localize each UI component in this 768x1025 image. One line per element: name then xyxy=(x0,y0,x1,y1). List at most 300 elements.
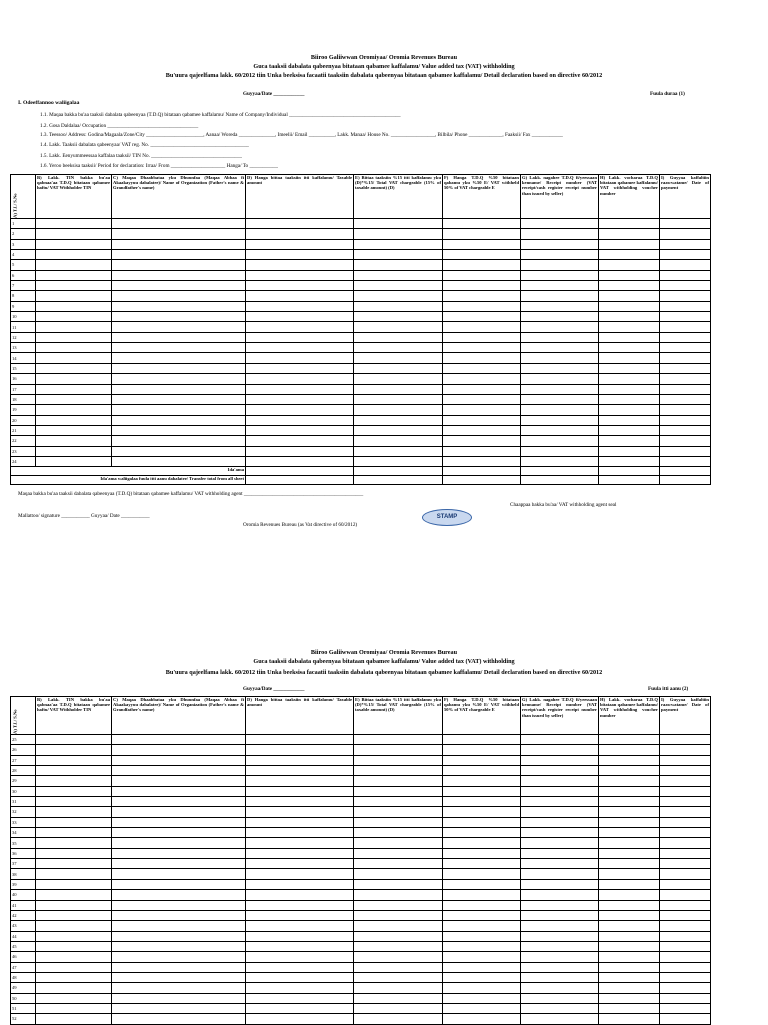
info-company-name[interactable]: 1.1. Maqaa bakka bu'aa taaksii dabalata qabeenyaa (T.D.Q) bitataan qabamee kaffalamu/ Name of Company/Individual ___________________________________________ xyxy=(40,112,401,118)
entry-cell[interactable] xyxy=(354,291,443,301)
entry-cell[interactable] xyxy=(246,415,354,425)
entry-cell[interactable] xyxy=(521,270,599,280)
entry-cell[interactable] xyxy=(660,1003,711,1013)
entry-cell[interactable] xyxy=(112,890,246,900)
entry-cell[interactable] xyxy=(599,952,660,962)
entry-cell[interactable] xyxy=(36,879,112,889)
entry-cell[interactable] xyxy=(36,869,112,879)
info-occupation[interactable]: 1.2. Gosa Daldalaa/ Occupation ___________________________________ xyxy=(40,123,199,129)
entry-cell[interactable] xyxy=(599,828,660,838)
entry-cell[interactable] xyxy=(354,983,443,993)
entry-cell[interactable] xyxy=(354,786,443,796)
entry-cell[interactable] xyxy=(36,219,112,229)
entry-cell[interactable] xyxy=(246,838,354,848)
entry-cell[interactable] xyxy=(660,900,711,910)
entry-cell[interactable] xyxy=(521,415,599,425)
entry-cell[interactable] xyxy=(443,869,521,879)
agent-name-line[interactable]: Maqaa bakka bu'aa taaksii dabalata qabeenyaa (T.D.Q) bitataan qabamee kaffalamu/ VAT withholding agent ______________________________________________ xyxy=(18,491,364,497)
entry-cell[interactable] xyxy=(660,962,711,972)
entry-cell[interactable] xyxy=(246,322,354,332)
entry-cell[interactable] xyxy=(354,755,443,765)
info-tin[interactable]: 1.5. Lakk. Eenyummeessaa kaffalaa taaksii/ TIN No. ___________________________________ xyxy=(40,153,242,159)
entry-cell[interactable] xyxy=(521,219,599,229)
entry-cell[interactable] xyxy=(521,983,599,993)
entry-cell[interactable] xyxy=(112,363,246,373)
entry-cell[interactable] xyxy=(112,353,246,363)
entry-cell[interactable] xyxy=(660,446,711,456)
entry-cell[interactable] xyxy=(36,1014,112,1024)
entry-cell[interactable] xyxy=(112,921,246,931)
entry-cell[interactable] xyxy=(36,322,112,332)
entry-cell[interactable] xyxy=(521,343,599,353)
entry-cell[interactable] xyxy=(246,229,354,239)
entry-cell[interactable] xyxy=(521,869,599,879)
entry-cell[interactable] xyxy=(660,745,711,755)
entry-cell[interactable] xyxy=(599,425,660,435)
entry-cell[interactable] xyxy=(246,776,354,786)
entry-cell[interactable] xyxy=(36,394,112,404)
entry-cell[interactable] xyxy=(443,952,521,962)
entry-cell[interactable] xyxy=(660,260,711,270)
entry-cell[interactable] xyxy=(354,828,443,838)
entry-cell[interactable] xyxy=(246,363,354,373)
entry-cell[interactable] xyxy=(354,890,443,900)
entry-cell[interactable] xyxy=(112,972,246,982)
entry-cell[interactable] xyxy=(660,250,711,260)
entry-cell[interactable] xyxy=(36,766,112,776)
entry-cell[interactable] xyxy=(660,229,711,239)
entry-cell[interactable] xyxy=(599,343,660,353)
entry-cell[interactable] xyxy=(443,879,521,889)
entry-cell[interactable] xyxy=(521,229,599,239)
entry-cell[interactable] xyxy=(521,962,599,972)
entry-cell[interactable] xyxy=(112,735,246,745)
entry-cell[interactable] xyxy=(599,776,660,786)
entry-cell[interactable] xyxy=(521,921,599,931)
entry-cell[interactable] xyxy=(354,312,443,322)
entry-cell[interactable] xyxy=(521,353,599,363)
entry-cell[interactable] xyxy=(36,817,112,827)
entry-cell[interactable] xyxy=(599,869,660,879)
entry-cell[interactable] xyxy=(112,786,246,796)
entry-cell[interactable] xyxy=(599,446,660,456)
entry-cell[interactable] xyxy=(660,786,711,796)
entry-cell[interactable] xyxy=(246,1003,354,1013)
entry-cell[interactable] xyxy=(36,270,112,280)
entry-cell[interactable] xyxy=(112,301,246,311)
entry-cell[interactable] xyxy=(660,848,711,858)
entry-cell[interactable] xyxy=(112,776,246,786)
entry-cell[interactable] xyxy=(354,962,443,972)
entry-cell[interactable] xyxy=(246,735,354,745)
entry-cell[interactable] xyxy=(443,962,521,972)
entry-cell[interactable] xyxy=(443,807,521,817)
entry-cell[interactable] xyxy=(443,281,521,291)
entry-cell[interactable] xyxy=(36,260,112,270)
entry-cell[interactable] xyxy=(443,353,521,363)
entry-cell[interactable] xyxy=(443,229,521,239)
total-cell[interactable] xyxy=(354,476,443,485)
entry-cell[interactable] xyxy=(599,900,660,910)
entry-cell[interactable] xyxy=(521,859,599,869)
entry-cell[interactable] xyxy=(112,374,246,384)
total-cell[interactable] xyxy=(660,476,711,485)
entry-cell[interactable] xyxy=(599,910,660,920)
entry-cell[interactable] xyxy=(354,952,443,962)
entry-cell[interactable] xyxy=(246,879,354,889)
entry-cell[interactable] xyxy=(660,828,711,838)
entry-cell[interactable] xyxy=(246,910,354,920)
entry-cell[interactable] xyxy=(112,291,246,301)
entry-cell[interactable] xyxy=(354,456,443,466)
entry-cell[interactable] xyxy=(443,859,521,869)
entry-cell[interactable] xyxy=(660,425,711,435)
entry-cell[interactable] xyxy=(246,848,354,858)
entry-cell[interactable] xyxy=(112,322,246,332)
entry-cell[interactable] xyxy=(354,281,443,291)
entry-cell[interactable] xyxy=(246,931,354,941)
entry-cell[interactable] xyxy=(354,879,443,889)
total-cell[interactable] xyxy=(246,476,354,485)
info-period[interactable]: 1.6. Yeroo beeksisa taaksii/ Period for declaration: Irraa/ From _____________________ Hanga/ To ___________ xyxy=(40,163,278,169)
entry-cell[interactable] xyxy=(354,972,443,982)
entry-cell[interactable] xyxy=(599,786,660,796)
entry-cell[interactable] xyxy=(521,436,599,446)
entry-cell[interactable] xyxy=(36,962,112,972)
total-cell[interactable] xyxy=(599,476,660,485)
entry-cell[interactable] xyxy=(112,425,246,435)
entry-cell[interactable] xyxy=(354,900,443,910)
entry-cell[interactable] xyxy=(112,931,246,941)
entry-cell[interactable] xyxy=(660,456,711,466)
entry-cell[interactable] xyxy=(599,384,660,394)
entry-cell[interactable] xyxy=(660,363,711,373)
entry-cell[interactable] xyxy=(246,817,354,827)
entry-cell[interactable] xyxy=(246,270,354,280)
entry-cell[interactable] xyxy=(443,270,521,280)
entry-cell[interactable] xyxy=(521,405,599,415)
entry-cell[interactable] xyxy=(521,848,599,858)
entry-cell[interactable] xyxy=(443,838,521,848)
entry-cell[interactable] xyxy=(660,405,711,415)
entry-cell[interactable] xyxy=(36,900,112,910)
entry-cell[interactable] xyxy=(521,281,599,291)
entry-cell[interactable] xyxy=(354,405,443,415)
entry-cell[interactable] xyxy=(599,332,660,342)
entry-cell[interactable] xyxy=(246,755,354,765)
entry-cell[interactable] xyxy=(521,394,599,404)
entry-cell[interactable] xyxy=(443,745,521,755)
entry-cell[interactable] xyxy=(354,250,443,260)
entry-cell[interactable] xyxy=(36,941,112,951)
entry-cell[interactable] xyxy=(521,446,599,456)
entry-cell[interactable] xyxy=(112,941,246,951)
entry-cell[interactable] xyxy=(443,735,521,745)
entry-cell[interactable] xyxy=(246,962,354,972)
entry-cell[interactable] xyxy=(354,807,443,817)
entry-cell[interactable] xyxy=(521,250,599,260)
entry-cell[interactable] xyxy=(36,755,112,765)
entry-cell[interactable] xyxy=(599,260,660,270)
entry-cell[interactable] xyxy=(112,859,246,869)
entry-cell[interactable] xyxy=(112,848,246,858)
entry-cell[interactable] xyxy=(246,941,354,951)
entry-cell[interactable] xyxy=(660,322,711,332)
entry-cell[interactable] xyxy=(354,415,443,425)
entry-cell[interactable] xyxy=(354,260,443,270)
entry-cell[interactable] xyxy=(521,797,599,807)
entry-cell[interactable] xyxy=(443,941,521,951)
entry-cell[interactable] xyxy=(36,384,112,394)
entry-cell[interactable] xyxy=(112,343,246,353)
entry-cell[interactable] xyxy=(36,745,112,755)
entry-cell[interactable] xyxy=(599,797,660,807)
entry-cell[interactable] xyxy=(660,766,711,776)
entry-cell[interactable] xyxy=(112,260,246,270)
entry-cell[interactable] xyxy=(660,755,711,765)
entry-cell[interactable] xyxy=(112,436,246,446)
entry-cell[interactable] xyxy=(521,239,599,249)
total-cell[interactable] xyxy=(660,467,711,476)
entry-cell[interactable] xyxy=(521,931,599,941)
entry-cell[interactable] xyxy=(443,921,521,931)
entry-cell[interactable] xyxy=(112,838,246,848)
entry-cell[interactable] xyxy=(599,281,660,291)
entry-cell[interactable] xyxy=(599,838,660,848)
entry-cell[interactable] xyxy=(246,384,354,394)
entry-cell[interactable] xyxy=(246,952,354,962)
entry-cell[interactable] xyxy=(660,735,711,745)
entry-cell[interactable] xyxy=(112,384,246,394)
entry-cell[interactable] xyxy=(660,415,711,425)
entry-cell[interactable] xyxy=(599,322,660,332)
entry-cell[interactable] xyxy=(112,755,246,765)
entry-cell[interactable] xyxy=(443,343,521,353)
entry-cell[interactable] xyxy=(112,766,246,776)
entry-cell[interactable] xyxy=(36,776,112,786)
entry-cell[interactable] xyxy=(660,384,711,394)
entry-cell[interactable] xyxy=(246,921,354,931)
entry-cell[interactable] xyxy=(246,983,354,993)
total-cell[interactable] xyxy=(246,467,354,476)
entry-cell[interactable] xyxy=(36,797,112,807)
entry-cell[interactable] xyxy=(660,436,711,446)
entry-cell[interactable] xyxy=(112,1014,246,1024)
entry-cell[interactable] xyxy=(521,374,599,384)
entry-cell[interactable] xyxy=(660,910,711,920)
entry-cell[interactable] xyxy=(246,745,354,755)
entry-cell[interactable] xyxy=(599,931,660,941)
entry-cell[interactable] xyxy=(660,869,711,879)
entry-cell[interactable] xyxy=(599,766,660,776)
entry-cell[interactable] xyxy=(354,239,443,249)
entry-cell[interactable] xyxy=(246,993,354,1003)
entry-cell[interactable] xyxy=(354,343,443,353)
entry-cell[interactable] xyxy=(36,1003,112,1013)
entry-cell[interactable] xyxy=(660,239,711,249)
entry-cell[interactable] xyxy=(521,890,599,900)
entry-cell[interactable] xyxy=(246,786,354,796)
entry-cell[interactable] xyxy=(246,394,354,404)
entry-cell[interactable] xyxy=(246,425,354,435)
entry-cell[interactable] xyxy=(354,869,443,879)
entry-cell[interactable] xyxy=(36,828,112,838)
entry-cell[interactable] xyxy=(599,962,660,972)
entry-cell[interactable] xyxy=(660,983,711,993)
entry-cell[interactable] xyxy=(660,291,711,301)
entry-cell[interactable] xyxy=(660,797,711,807)
entry-cell[interactable] xyxy=(660,972,711,982)
info-vat-reg[interactable]: 1.4. Lakk. Taaksii dabalata qabeenyaa/ VAT reg. No. ______________________________________ xyxy=(40,142,249,148)
entry-cell[interactable] xyxy=(354,394,443,404)
entry-cell[interactable] xyxy=(521,363,599,373)
entry-cell[interactable] xyxy=(521,301,599,311)
entry-cell[interactable] xyxy=(443,291,521,301)
entry-cell[interactable] xyxy=(443,239,521,249)
entry-cell[interactable] xyxy=(246,797,354,807)
entry-cell[interactable] xyxy=(112,239,246,249)
entry-cell[interactable] xyxy=(660,219,711,229)
entry-cell[interactable] xyxy=(443,250,521,260)
entry-cell[interactable] xyxy=(112,962,246,972)
entry-cell[interactable] xyxy=(660,879,711,889)
entry-cell[interactable] xyxy=(599,353,660,363)
entry-cell[interactable] xyxy=(246,890,354,900)
entry-cell[interactable] xyxy=(521,745,599,755)
entry-cell[interactable] xyxy=(521,456,599,466)
entry-cell[interactable] xyxy=(521,941,599,951)
entry-cell[interactable] xyxy=(36,786,112,796)
total-cell[interactable] xyxy=(443,467,521,476)
entry-cell[interactable] xyxy=(599,972,660,982)
entry-cell[interactable] xyxy=(521,322,599,332)
entry-cell[interactable] xyxy=(112,983,246,993)
entry-cell[interactable] xyxy=(599,859,660,869)
entry-cell[interactable] xyxy=(660,394,711,404)
entry-cell[interactable] xyxy=(354,735,443,745)
entry-cell[interactable] xyxy=(521,952,599,962)
entry-cell[interactable] xyxy=(599,879,660,889)
entry-cell[interactable] xyxy=(36,807,112,817)
entry-cell[interactable] xyxy=(36,972,112,982)
entry-cell[interactable] xyxy=(36,446,112,456)
entry-cell[interactable] xyxy=(521,828,599,838)
entry-cell[interactable] xyxy=(443,890,521,900)
entry-cell[interactable] xyxy=(112,229,246,239)
entry-cell[interactable] xyxy=(521,260,599,270)
entry-cell[interactable] xyxy=(112,281,246,291)
entry-cell[interactable] xyxy=(112,415,246,425)
entry-cell[interactable] xyxy=(599,993,660,1003)
entry-cell[interactable] xyxy=(443,1014,521,1024)
entry-cell[interactable] xyxy=(112,219,246,229)
entry-cell[interactable] xyxy=(36,343,112,353)
entry-cell[interactable] xyxy=(443,910,521,920)
entry-cell[interactable] xyxy=(443,456,521,466)
entry-cell[interactable] xyxy=(521,1014,599,1024)
entry-cell[interactable] xyxy=(443,900,521,910)
entry-cell[interactable] xyxy=(246,456,354,466)
entry-cell[interactable] xyxy=(354,745,443,755)
entry-cell[interactable] xyxy=(354,859,443,869)
entry-cell[interactable] xyxy=(112,797,246,807)
entry-cell[interactable] xyxy=(354,993,443,1003)
entry-cell[interactable] xyxy=(36,291,112,301)
entry-cell[interactable] xyxy=(521,384,599,394)
entry-cell[interactable] xyxy=(521,735,599,745)
entry-cell[interactable] xyxy=(112,332,246,342)
entry-cell[interactable] xyxy=(599,456,660,466)
entry-cell[interactable] xyxy=(660,281,711,291)
entry-cell[interactable] xyxy=(443,301,521,311)
entry-cell[interactable] xyxy=(246,353,354,363)
entry-cell[interactable] xyxy=(443,817,521,827)
entry-cell[interactable] xyxy=(443,755,521,765)
entry-cell[interactable] xyxy=(660,312,711,322)
entry-cell[interactable] xyxy=(354,1014,443,1024)
entry-cell[interactable] xyxy=(443,446,521,456)
entry-cell[interactable] xyxy=(112,1003,246,1013)
entry-cell[interactable] xyxy=(521,291,599,301)
entry-cell[interactable] xyxy=(599,1003,660,1013)
entry-cell[interactable] xyxy=(599,363,660,373)
entry-cell[interactable] xyxy=(521,910,599,920)
entry-cell[interactable] xyxy=(443,972,521,982)
entry-cell[interactable] xyxy=(443,219,521,229)
entry-cell[interactable] xyxy=(660,931,711,941)
entry-cell[interactable] xyxy=(246,405,354,415)
entry-cell[interactable] xyxy=(354,931,443,941)
entry-cell[interactable] xyxy=(354,219,443,229)
entry-cell[interactable] xyxy=(246,1014,354,1024)
entry-cell[interactable] xyxy=(354,797,443,807)
entry-cell[interactable] xyxy=(521,786,599,796)
entry-cell[interactable] xyxy=(354,374,443,384)
entry-cell[interactable] xyxy=(354,229,443,239)
entry-cell[interactable] xyxy=(660,301,711,311)
entry-cell[interactable] xyxy=(521,838,599,848)
entry-cell[interactable] xyxy=(246,436,354,446)
entry-cell[interactable] xyxy=(112,900,246,910)
entry-cell[interactable] xyxy=(599,848,660,858)
entry-cell[interactable] xyxy=(112,807,246,817)
entry-cell[interactable] xyxy=(246,900,354,910)
entry-cell[interactable] xyxy=(354,838,443,848)
entry-cell[interactable] xyxy=(112,745,246,755)
entry-cell[interactable] xyxy=(354,446,443,456)
entry-cell[interactable] xyxy=(599,415,660,425)
entry-cell[interactable] xyxy=(36,363,112,373)
entry-cell[interactable] xyxy=(36,374,112,384)
entry-cell[interactable] xyxy=(660,353,711,363)
total-cell[interactable] xyxy=(354,467,443,476)
entry-cell[interactable] xyxy=(443,436,521,446)
entry-cell[interactable] xyxy=(36,910,112,920)
entry-cell[interactable] xyxy=(599,374,660,384)
entry-cell[interactable] xyxy=(36,983,112,993)
entry-cell[interactable] xyxy=(660,807,711,817)
total-cell[interactable] xyxy=(599,467,660,476)
entry-cell[interactable] xyxy=(246,859,354,869)
entry-cell[interactable] xyxy=(443,993,521,1003)
entry-cell[interactable] xyxy=(660,374,711,384)
total-cell[interactable] xyxy=(443,476,521,485)
entry-cell[interactable] xyxy=(36,952,112,962)
entry-cell[interactable] xyxy=(599,301,660,311)
entry-cell[interactable] xyxy=(36,456,112,466)
entry-cell[interactable] xyxy=(443,312,521,322)
entry-cell[interactable] xyxy=(521,755,599,765)
